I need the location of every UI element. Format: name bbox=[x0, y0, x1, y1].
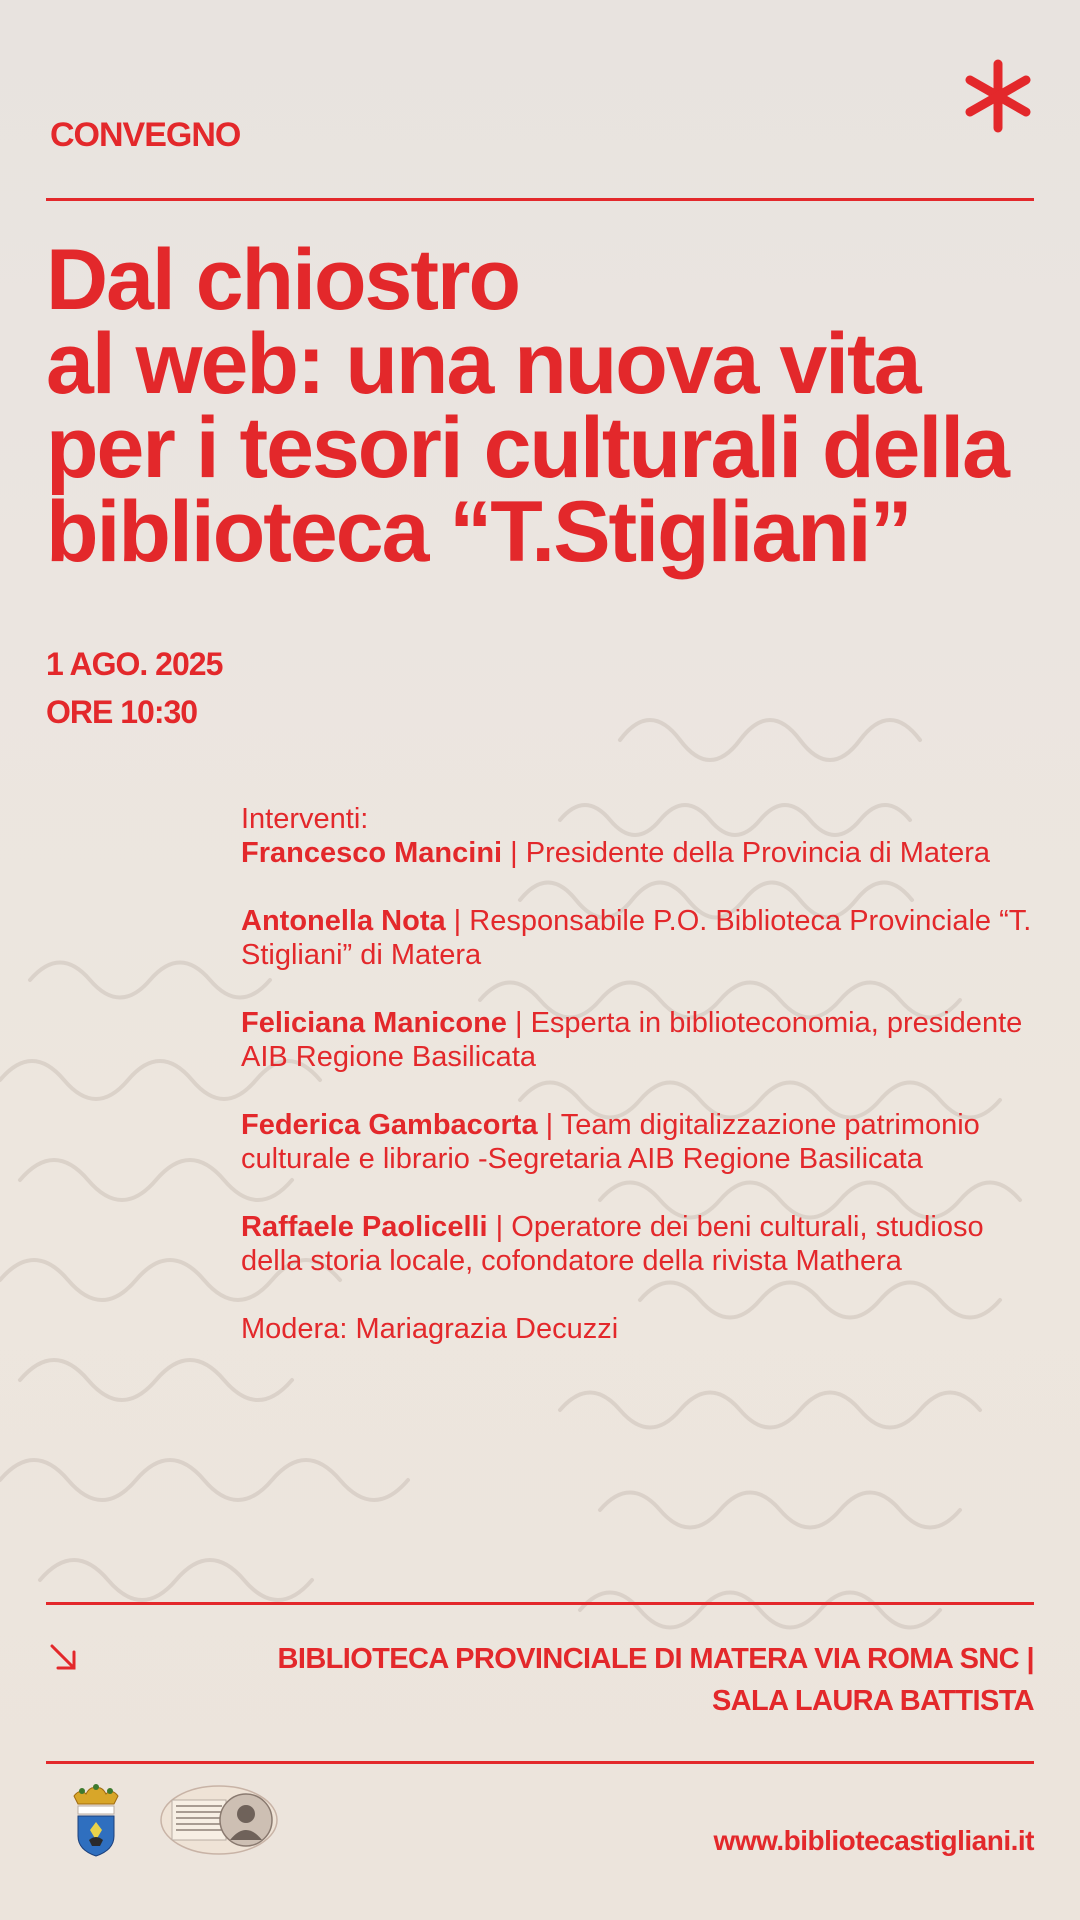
asterisk-icon bbox=[960, 58, 1036, 134]
title-line: biblioteca “T.Stigliani” bbox=[46, 484, 911, 580]
speaker-name: Francesco Mancini bbox=[241, 837, 503, 869]
event-time: ORE 10:30 bbox=[46, 694, 198, 730]
speaker-item bbox=[241, 1006, 1041, 1074]
venue-divider-bottom bbox=[46, 1761, 1034, 1764]
event-type-label: CONVEGNO bbox=[50, 116, 241, 154]
speaker-item bbox=[241, 904, 1041, 972]
arrow-down-right-icon bbox=[48, 1642, 78, 1672]
speaker-item bbox=[241, 1210, 1041, 1278]
library-seal-logo bbox=[158, 1780, 280, 1860]
event-title bbox=[46, 232, 1066, 580]
speaker-name: Federica Gambacorta bbox=[241, 1109, 538, 1141]
venue-divider-top bbox=[46, 1602, 1034, 1605]
title-line: Dal chiostro bbox=[46, 232, 519, 328]
moderator: Modera: Mariagrazia Decuzzi bbox=[241, 1313, 619, 1345]
title-line: per i tesori culturali della bbox=[46, 400, 1008, 496]
speaker-role: | Responsabile P.O. Biblioteca Provinciale “T. Stigliani” di Matera bbox=[241, 905, 1032, 971]
venue-address bbox=[174, 1638, 1034, 1722]
speaker-name: Raffaele Paolicelli bbox=[241, 1211, 488, 1243]
event-date: 1 AGO. 2025 bbox=[46, 646, 223, 682]
website-link[interactable]: www.bibliotecastigliani.it bbox=[713, 1825, 1034, 1856]
province-crest-logo bbox=[56, 1780, 136, 1860]
speaker-role: | Operatore dei beni culturali, studioso della storia locale, cofondatore della rivista Mathera bbox=[241, 1211, 984, 1277]
speaker-item bbox=[241, 836, 1041, 870]
event-datetime bbox=[46, 640, 222, 736]
speaker-role: | Presidente della Provincia di Matera bbox=[502, 837, 990, 869]
title-line: al web: una nuova vita bbox=[46, 316, 920, 412]
venue-line: SALA LAURA BATTISTA bbox=[711, 1685, 1034, 1717]
speaker-name: Antonella Nota bbox=[241, 905, 446, 937]
speaker-name: Feliciana Manicone bbox=[241, 1007, 507, 1039]
speaker-role: | Team digitalizzazione patrimonio culturale e librario -Segretaria AIB Regione Basilicata bbox=[241, 1109, 980, 1175]
speaker-role: | Esperta in biblioteconomia, presidente AIB Regione Basilicata bbox=[241, 1007, 1023, 1073]
speakers-list bbox=[241, 802, 1041, 1346]
speaker-item bbox=[241, 1108, 1041, 1176]
venue-line: BIBLIOTECA PROVINCIALE DI MATERA VIA ROMA SNC | bbox=[277, 1643, 1034, 1675]
speakers-intro: Interventi: bbox=[241, 803, 369, 835]
top-divider bbox=[46, 198, 1034, 201]
